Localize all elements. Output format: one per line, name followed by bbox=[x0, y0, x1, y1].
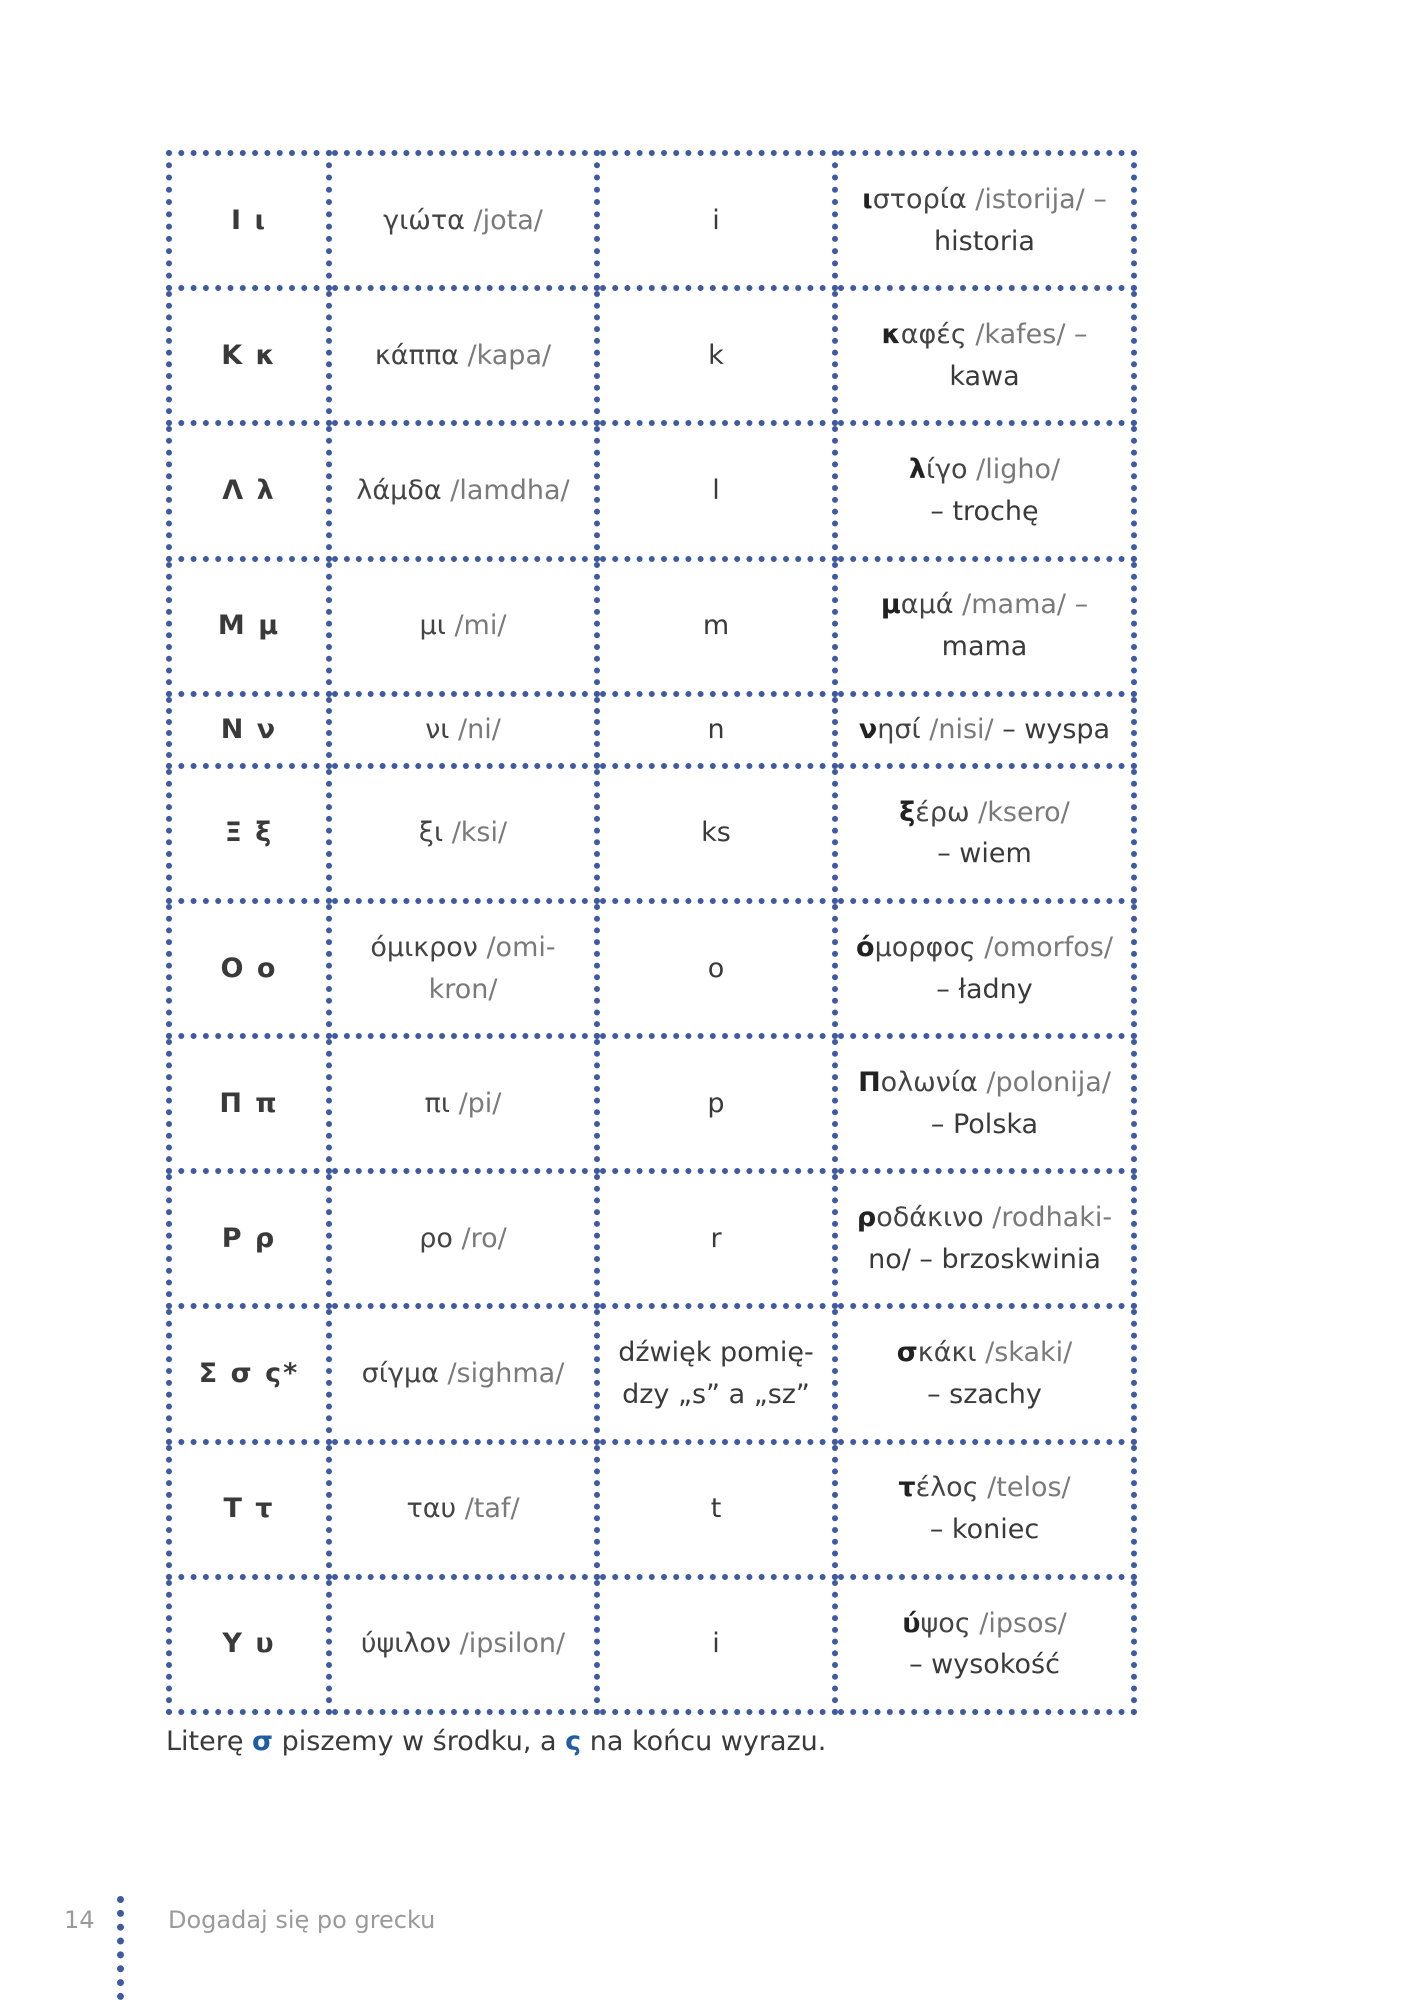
letter-name-greek: γιώτα bbox=[383, 204, 465, 236]
example-cell bbox=[835, 1442, 1134, 1577]
example-cell bbox=[835, 559, 1134, 694]
example-initial-letter: λ bbox=[908, 454, 926, 486]
example-initial-letter: ν bbox=[858, 713, 878, 745]
letter-name-transcription: /mi/ bbox=[445, 610, 507, 642]
sound-cell bbox=[597, 1171, 835, 1306]
example-transcription: /istorija/ – bbox=[966, 183, 1107, 215]
example-word-rest: ψος bbox=[920, 1607, 971, 1639]
sound-cell bbox=[597, 288, 835, 423]
letter-name-cell bbox=[329, 901, 597, 1036]
sound-cell bbox=[597, 766, 835, 901]
example-initial-letter: ό bbox=[856, 931, 875, 963]
sound-text: m bbox=[702, 610, 730, 642]
footnote-text-1: Literę bbox=[166, 1726, 253, 1757]
letter-cell: Τ τ bbox=[169, 1442, 329, 1577]
example-transcription: /ksero/ bbox=[969, 796, 1070, 828]
example-transcription: /polonija/ bbox=[977, 1066, 1111, 1098]
example-transcription: /rodhaki- bbox=[983, 1202, 1113, 1234]
footnote-sigma-final: ς bbox=[565, 1726, 582, 1757]
letter-name-greek: πι bbox=[424, 1087, 450, 1119]
letter-name-cell bbox=[329, 766, 597, 901]
table-row bbox=[169, 288, 1134, 423]
example-initial-letter: τ bbox=[898, 1472, 916, 1504]
letter-name-transcription: /pi/ bbox=[449, 1087, 502, 1119]
example-translation: – wyspa bbox=[993, 713, 1111, 745]
example-initial-letter: ι bbox=[862, 183, 873, 215]
letter-name-transcription: /ni/ bbox=[449, 713, 501, 745]
example-translation: no/ – brzoskwinia bbox=[868, 1243, 1101, 1275]
letter-name-cell bbox=[329, 694, 597, 766]
sound-text: o bbox=[707, 952, 725, 984]
example-word-rest: ίγο bbox=[925, 454, 968, 486]
letter-name-transcription: /sighma/ bbox=[438, 1358, 565, 1390]
example-translation: historia bbox=[934, 225, 1035, 257]
sound-text: n bbox=[707, 713, 725, 745]
letter-name-transcription: /omi- bbox=[477, 931, 556, 963]
table-body bbox=[169, 153, 1134, 1712]
table-row bbox=[169, 1036, 1134, 1171]
letter-name-cell bbox=[329, 153, 597, 288]
letter-name-greek: όμικρον bbox=[370, 931, 478, 963]
sound-cell bbox=[597, 1442, 835, 1577]
example-initial-letter: ύ bbox=[902, 1607, 921, 1639]
example-word-rest: έλος bbox=[915, 1472, 979, 1504]
sound-cell bbox=[597, 559, 835, 694]
letter-name-cell bbox=[329, 1306, 597, 1441]
example-word-rest: ησί bbox=[877, 713, 921, 745]
table-row bbox=[169, 1171, 1134, 1306]
example-cell bbox=[835, 1171, 1134, 1306]
letter-cell: Κ κ bbox=[169, 288, 329, 423]
letter-name-cell bbox=[329, 1036, 597, 1171]
example-translation: – koniec bbox=[929, 1514, 1040, 1546]
example-cell bbox=[835, 901, 1134, 1036]
example-word-rest: αμά bbox=[900, 589, 954, 621]
letter-name-greek: ταυ bbox=[406, 1493, 457, 1525]
letter-cell: Μ μ bbox=[169, 559, 329, 694]
table-row bbox=[169, 1442, 1134, 1577]
example-transcription: /telos/ bbox=[978, 1472, 1071, 1504]
sound-text: ks bbox=[701, 817, 731, 849]
sound-text: i bbox=[712, 1628, 720, 1660]
example-cell bbox=[835, 423, 1134, 558]
letter-name-greek: μι bbox=[419, 610, 446, 642]
letter-cell: Ο ο bbox=[169, 901, 329, 1036]
letter-cell: Υ υ bbox=[169, 1577, 329, 1712]
sound-cell bbox=[597, 901, 835, 1036]
letter-name-transcription: /kapa/ bbox=[458, 339, 552, 371]
letter-name-cell bbox=[329, 423, 597, 558]
sound-text: i bbox=[712, 204, 720, 236]
letter-name-cell bbox=[329, 1171, 597, 1306]
table-row bbox=[169, 423, 1134, 558]
sound-cell bbox=[597, 1036, 835, 1171]
alphabet-table-container bbox=[166, 150, 1131, 1715]
sound-cell bbox=[597, 694, 835, 766]
sound-text: t bbox=[710, 1493, 722, 1525]
example-word-rest: στορία bbox=[872, 183, 967, 215]
example-translation: – wysokość bbox=[909, 1649, 1060, 1681]
table-row bbox=[169, 1306, 1134, 1441]
example-cell bbox=[835, 1036, 1134, 1171]
table-row bbox=[169, 694, 1134, 766]
example-translation: – Polska bbox=[930, 1108, 1039, 1140]
example-translation: – szachy bbox=[927, 1379, 1042, 1411]
example-cell bbox=[835, 1306, 1134, 1441]
letter-cell: Ι ι bbox=[169, 153, 329, 288]
letter-cell: Π π bbox=[169, 1036, 329, 1171]
example-initial-letter: μ bbox=[880, 589, 901, 621]
example-initial-letter: ξ bbox=[899, 796, 916, 828]
example-translation: kawa bbox=[949, 360, 1020, 392]
letter-name-greek: ξι bbox=[418, 817, 444, 849]
example-initial-letter: ρ bbox=[856, 1202, 877, 1234]
footnote-text-2: piszemy w środku, a bbox=[273, 1726, 566, 1757]
footnote-sigma-medial: σ bbox=[252, 1726, 274, 1757]
letter-name-cell bbox=[329, 288, 597, 423]
table-row bbox=[169, 1577, 1134, 1712]
letter-name-cell bbox=[329, 559, 597, 694]
letter-cell: Λ λ bbox=[169, 423, 329, 558]
footnote-text-3: na końcu wyrazu. bbox=[581, 1726, 827, 1757]
letter-name-transcription: /jota/ bbox=[464, 204, 543, 236]
example-word-rest: αφές bbox=[900, 318, 967, 350]
example-word-rest: έρω bbox=[915, 796, 970, 828]
letter-cell: Ν ν bbox=[169, 694, 329, 766]
sound-text: p bbox=[707, 1087, 725, 1119]
letter-name-transcription-cont: kron/ bbox=[428, 973, 498, 1005]
footnote bbox=[166, 1726, 826, 1757]
example-transcription: /kafes/ – bbox=[966, 318, 1088, 350]
letter-name-cell bbox=[329, 1442, 597, 1577]
example-cell bbox=[835, 1577, 1134, 1712]
sound-text: dźwięk pomię- bbox=[618, 1337, 814, 1369]
sound-text-cont: dzy „s” a „sz” bbox=[622, 1379, 810, 1411]
letter-name-transcription: /ro/ bbox=[452, 1222, 507, 1254]
page-number: 14 bbox=[64, 1906, 95, 1934]
sound-text: k bbox=[708, 339, 724, 371]
sound-text: r bbox=[710, 1222, 722, 1254]
letter-name-transcription: /ksi/ bbox=[443, 817, 508, 849]
example-cell bbox=[835, 766, 1134, 901]
example-translation: – trochę bbox=[930, 495, 1039, 527]
letter-name-greek: νι bbox=[425, 713, 450, 745]
greek-alphabet-table bbox=[166, 150, 1137, 1715]
letter-name-cell bbox=[329, 1577, 597, 1712]
sound-text: l bbox=[712, 475, 720, 506]
example-word-rest: οδάκινο bbox=[876, 1202, 984, 1234]
example-transcription: /omorfos/ bbox=[975, 931, 1113, 963]
sound-cell bbox=[597, 1306, 835, 1441]
example-translation: mama bbox=[941, 631, 1028, 663]
example-word-rest: μορφος bbox=[874, 931, 976, 963]
example-transcription: /ligho/ bbox=[967, 454, 1061, 486]
example-word-rest: ολωνία bbox=[880, 1066, 978, 1098]
letter-cell: Ξ ξ bbox=[169, 766, 329, 901]
table-row bbox=[169, 766, 1134, 901]
letter-name-greek: κάππα bbox=[374, 339, 459, 371]
example-cell bbox=[835, 694, 1134, 766]
letter-cell: Ρ ρ bbox=[169, 1171, 329, 1306]
letter-name-greek: ύψιλον bbox=[360, 1628, 452, 1660]
table-row bbox=[169, 559, 1134, 694]
example-translation: – wiem bbox=[937, 838, 1032, 870]
letter-name-greek: ρο bbox=[419, 1222, 453, 1254]
example-transcription: /nisi/ bbox=[920, 713, 994, 745]
sound-cell bbox=[597, 153, 835, 288]
sound-cell bbox=[597, 1577, 835, 1712]
example-transcription: /skaki/ bbox=[976, 1337, 1073, 1369]
example-cell bbox=[835, 288, 1134, 423]
example-transcription: /ipsos/ bbox=[970, 1607, 1067, 1639]
letter-cell: Σ σ ς* bbox=[169, 1306, 329, 1441]
table-row bbox=[169, 901, 1134, 1036]
letter-name-greek: σίγμα bbox=[361, 1358, 439, 1390]
example-initial-letter: σ bbox=[896, 1337, 918, 1369]
letter-name-greek: λάμδα bbox=[356, 475, 442, 506]
example-initial-letter: Π bbox=[858, 1066, 881, 1098]
example-transcription: /mama/ – bbox=[953, 589, 1089, 621]
example-translation: – ładny bbox=[936, 973, 1033, 1005]
footer-divider bbox=[117, 1896, 124, 2000]
letter-name-transcription: /lamdha/ bbox=[441, 475, 570, 506]
letter-name-transcription: /ipsilon/ bbox=[451, 1628, 566, 1660]
example-word-rest: κάκι bbox=[917, 1337, 977, 1369]
running-footer-title: Dogadaj się po grecku bbox=[168, 1906, 436, 1934]
sound-cell bbox=[597, 423, 835, 558]
example-cell bbox=[835, 153, 1134, 288]
letter-name-transcription: /taf/ bbox=[456, 1493, 520, 1525]
example-initial-letter: κ bbox=[881, 318, 901, 350]
table-row bbox=[169, 153, 1134, 288]
